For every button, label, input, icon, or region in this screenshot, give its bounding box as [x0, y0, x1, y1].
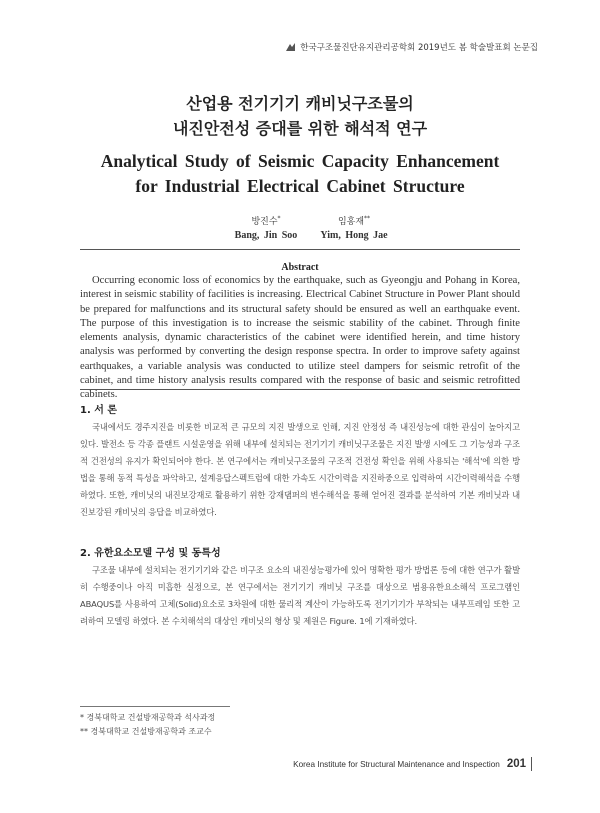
footnote-rule — [80, 706, 230, 707]
section-2-heading: 2. 유한요소모델 구성 및 동특성 — [80, 548, 221, 559]
author-2-name-ko: 임홍재 — [337, 217, 365, 227]
section-1-text: 국내에서도 경주지진을 비롯한 비교적 큰 규모의 지진 발생으로 인해, 지진 안정성 즉 내진성능에 대한 관심이 높아지고 있다. 발전소 등 각종 플랜트 시설운영을 위해 내부에 설치되는 전기기기 캐비닛구조물은 지진 발생 시에도 그 기능성과 구조적 건전성의 유지가 확인되어야 한다. 본 연구에서는 캐비닛구조물의 구조적 건전성 확인을 위해 사용되는 '해석'에 의한 방법을 통해 동적 특성을 파악하고, 설계응답스펙트럼에 대한 가속도 시간이력을 지진하중으로 입력하여 시간이력해석을 수행하였다. 또한, 캐비닛의 내진보강재로 활용하기 위한 강재댐퍼의 변수해석을 통해 얻어진 결과를 분석하여 기본 캐비닛과 내진보강된 캐비닛의 응답을 비교하였다. — [80, 422, 520, 518]
author-1-mark: * — [277, 215, 281, 222]
author-2 — [274, 212, 434, 243]
author-2-name-en: Yim, Hong Jae — [320, 230, 388, 241]
section-2-text: 구조물 내부에 설치되는 전기기기와 같은 비구조 요소의 내진성능평가에 있어 명확한 평가 방법론 등에 대한 연구가 활발히 수행중이나 아직 미흡한 실정으로, 본 연구에서는 전기기기 캐비닛 구조를 대상으로 범용유한요소해석 프로그램인 ABAQUS를 사용하여 고체(Solid)요소로 3차원에 대한 물리적 계산이 가능하도록 전기기기가 부착되는 내부프레임 또한 고려하여 모델링 하였다. 본 수치해석의 대상인 캐비닛의 형상 및 제원은 Figure. 1에 기재하였다. — [80, 565, 520, 627]
author-1-name-ko: 방진수 — [251, 217, 278, 227]
abstract-bottom-rule — [80, 389, 520, 390]
leaf-logo-icon — [285, 42, 296, 52]
footnote-1: * 경북대학교 건설방재공학과 석사과정 — [80, 713, 216, 722]
english-title — [0, 149, 600, 199]
abstract-text: Occurring economic loss of economics by the earthquake, such as Gyeongju and Pohang in Korea, interest in seismic stability of facilities is increasing. Electrical Cabinet Structure in Power Plant should be prepared for malfunctions and its structural safety should be ensured as well an earthquake event. The purpose of this investigation is to increase the seismic stability of the cabinet. Through finite elements analysis, dynamic characteristics of the cabinet were identified herein, and time history analysis was performed by converting the design response spectra. In order to improve safety against earthquakes, a variable analysis was conducted to utilize steel dampers for seismic retrofit of the cabinet, and time history analysis results compared with the response of basic and seismic retrofitted cabinets. — [80, 275, 520, 401]
abstract-heading: Abstract — [281, 262, 319, 273]
english-title-line-1: Analytical Study of Seismic Capacity Enhancement — [100, 151, 500, 171]
journal-name: 한국구조물진단유지관리공학회 2019년도 봄 학술발표회 논문집 — [300, 43, 538, 53]
english-title-line-2: for Industrial Electrical Cabinet Structure — [135, 176, 465, 196]
footer-bar — [531, 757, 532, 771]
abstract-top-rule — [80, 249, 520, 250]
author-1-name-en: Bang, Jin Soo — [234, 230, 298, 241]
footer-institution: Korea Institute for Structural Maintenance and Inspection — [293, 759, 500, 769]
page-footer — [293, 757, 532, 771]
korean-title-line-2: 내진안전성 증대를 위한 해석적 연구 — [172, 119, 428, 138]
korean-title — [0, 91, 600, 141]
page-number: 201 — [506, 758, 526, 770]
running-header — [285, 41, 538, 53]
author-2-mark: ** — [364, 215, 371, 222]
section-1-heading: 1. 서 론 — [80, 405, 118, 416]
footnote-2: ** 경북대학교 건설방재공학과 조교수 — [80, 727, 212, 736]
korean-title-line-1: 산업용 전기기기 캐비닛구조물의 — [186, 94, 414, 113]
